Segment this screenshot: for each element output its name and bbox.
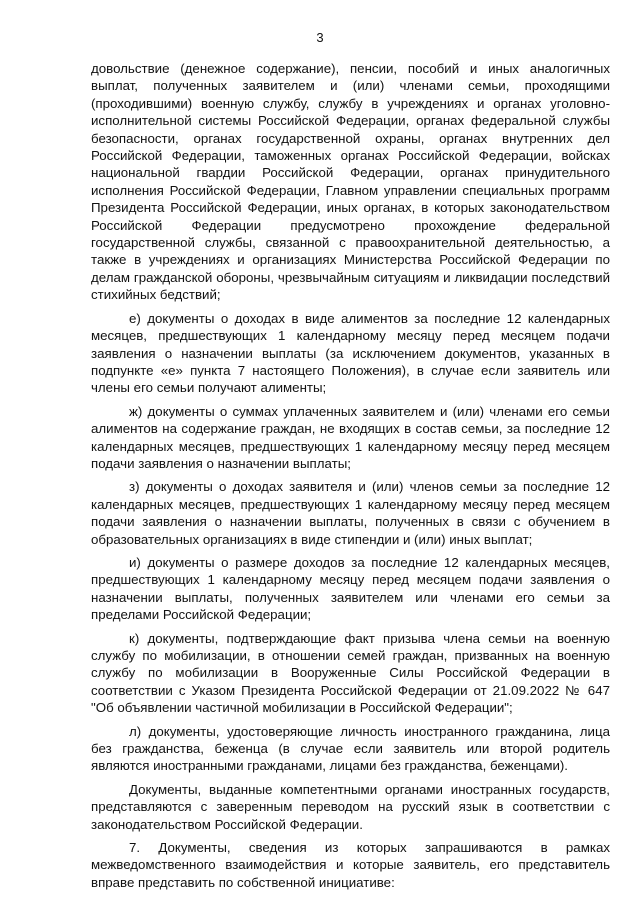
paragraph-item-k: к) документы, подтверждающие факт призыва члена семьи на военную службу по мобилизации, в отношении семей граждан, призванных на военную службу по мобилизации в Вооруженные Силы Российской Федерации в соответствии с Указом Президента Российской Федерации от 21.09.2022 № 647 "Об объявлении частичной мобилизации в Российской Федерации"; (91, 630, 610, 716)
paragraph-foreign-documents: Документы, выданные компетентными органами иностранных государств, представляются с заверенным переводом на русский язык в соответствии с законодательством Российской Федерации. (91, 781, 610, 832)
paragraph-item-e: е) документы о доходах в виде алиментов за последние 12 календарных месяцев, предшествующих 1 календарному месяцу перед месяцем подачи заявления о назначении выплаты (за исключением документов, указанных в подпункте «е» пункта 7 настоящего Положения), в случае если заявитель или члены его семьи получают алименты; (91, 310, 610, 396)
paragraph-section-7: 7. Документы, сведения из которых запрашиваются в рамках межведомственного взаимодействия и которые заявитель, его представитель вправе представить по собственной инициативе: (91, 840, 610, 890)
paragraph-item-z: з) документы о доходах заявителя и (или) членов семьи за последние 12 календарных месяцев, предшествующих 1 календарному месяцу перед месяцем подачи заявления о назначении выплаты, полученных в связи с обучением в образовательных организациях в виде стипендии и (или) иных выплат; (91, 479, 610, 547)
paragraph-item-i: и) документы о размере доходов за последние 12 календарных месяцев, предшествующих 1 календарному месяцу перед месяцем подачи заявления о назначении выплаты, полученных заявителем или членами его семьи за пределами Российской Федерации; (91, 554, 610, 623)
paragraph-continuation: довольствие (денежное содержание), пенсии, пособий и иных аналогичных выплат, полученных заявителем и (или) членами семьи, проходящими (проходившими) военную службу, службу в учреждениях и органах уголовно-исполнительной системы Российской Федерации, органах федеральной службы безопасности, органах государственной охраны, органах внутренних дел Российской Федерации, таможенных органах Российской Федерации, войсках национальной гвардии Российской Федерации, органах принудительного исполнения Российской Федерации, Главном управлении специальных программ Президента Российской Федерации, иных органах, в которых законодательством Российской Федерации предусмотрено прохождение федеральной государственной службы, связанной с правоохранительной деятельностью, а также в учреждениях и организациях Министерства Российской Федерации по делам гражданской обороны, чрезвычайным ситуациям и ликвидации последствий стихийных бедствий; (91, 61, 610, 303)
document-body (91, 60, 610, 891)
paragraph-item-zh: ж) документы о суммах уплаченных заявителем и (или) членами его семьи алиментов на содержание граждан, не входящих в состав семьи, за последние 12 календарных месяцев, предшествующих 1 календарному месяцу перед месяцем подачи заявления о назначении выплаты; (91, 403, 610, 471)
page-number: 3 (316, 30, 324, 45)
paragraph-item-l: л) документы, удостоверяющие личность иностранного гражданина, лица без гражданства, беженца (в случае если заявитель или второй родитель являются иностранными гражданами, лицами без гражданства, беженцами). (91, 723, 610, 774)
